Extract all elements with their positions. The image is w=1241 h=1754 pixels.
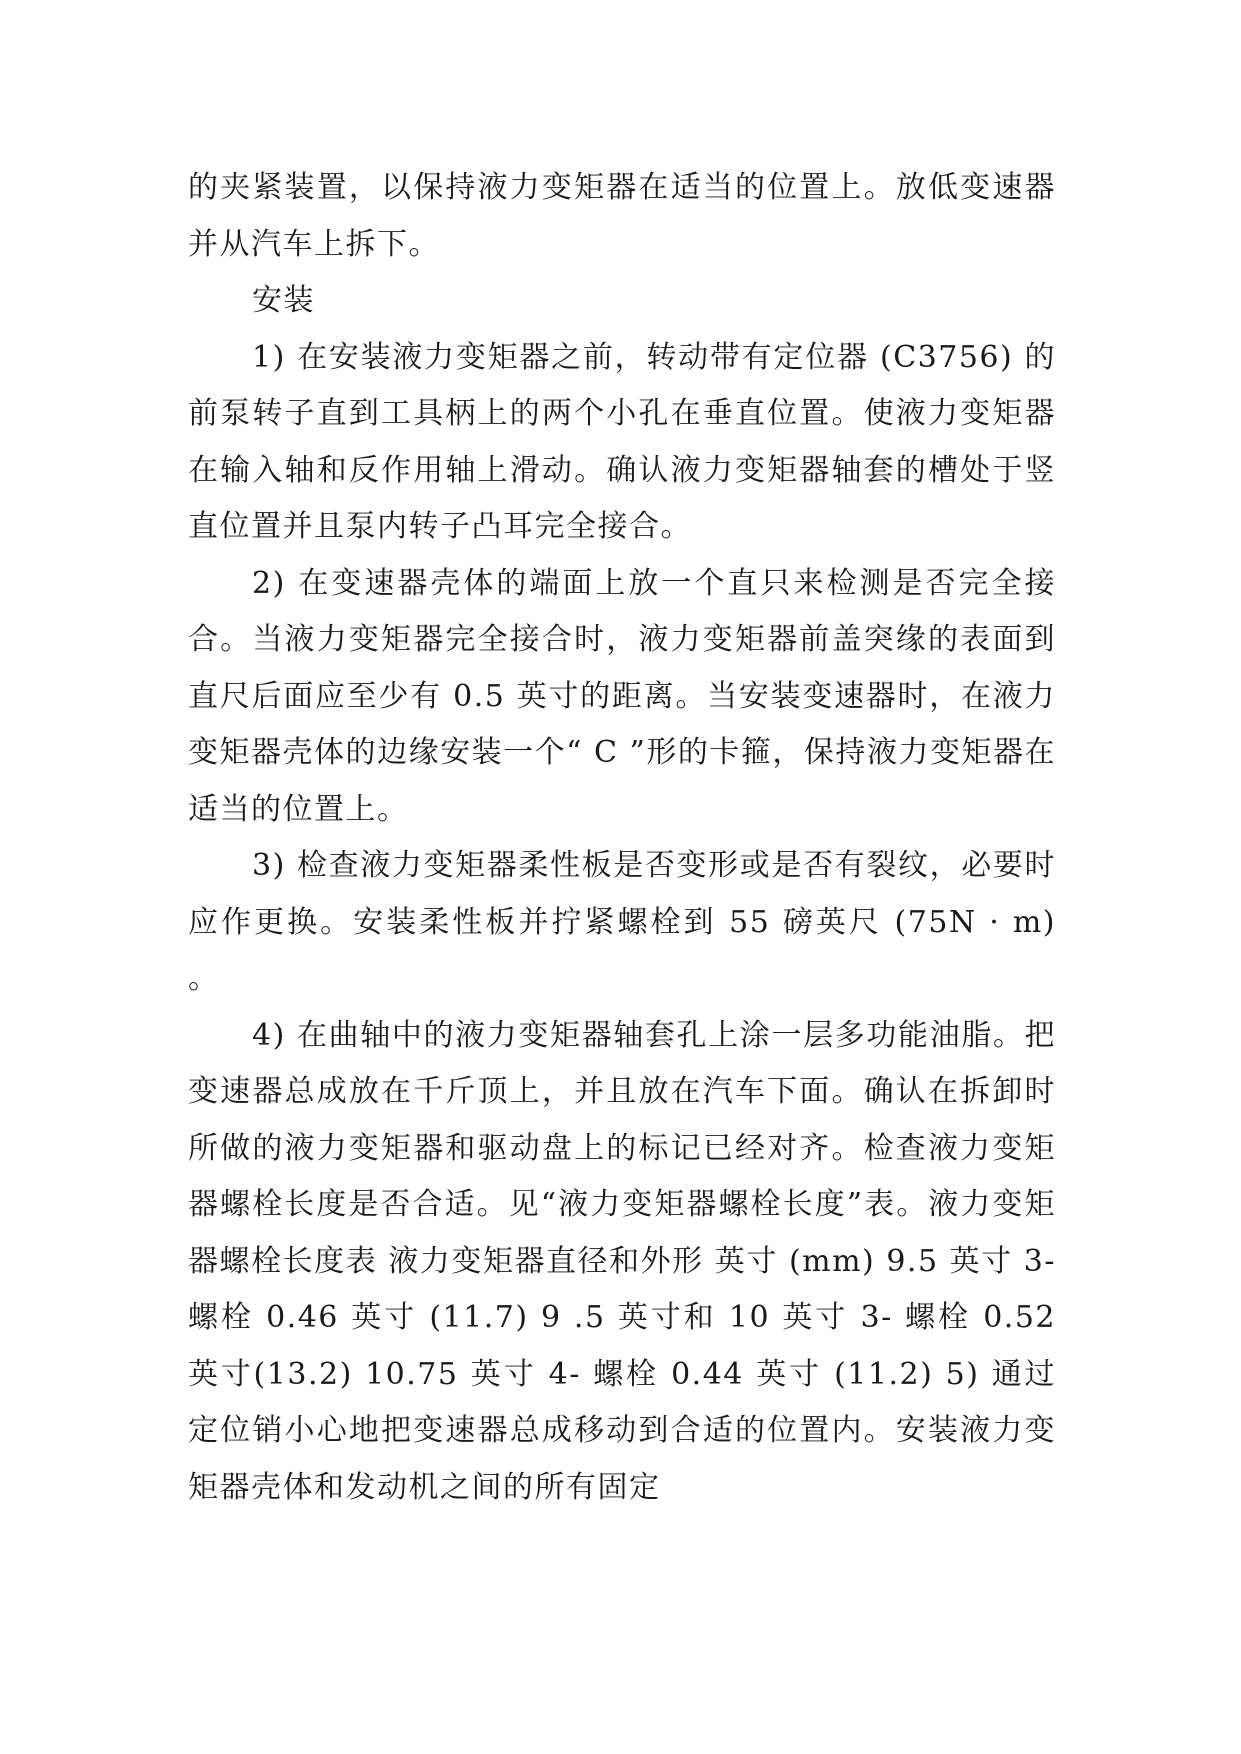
- paragraph-step-3: 3) 检查液力变矩器柔性板是否变形或是否有裂纹，必要时应作更换。安装柔性板并拧紧螺栓到 55 磅英尺 (75N · m) 。: [188, 848, 1056, 996]
- paragraph-step-1: 1) 在安装液力变矩器之前，转动带有定位器 (C3756) 的前泵转子直到工具柄上的两个小孔在垂直位置。使液力变矩器在输入轴和反作用轴上滑动。确认液力变矩器轴套的槽处于竖直位置并且泵内转子凸耳完全接合。: [188, 339, 1056, 544]
- paragraph-step-4: 4) 在曲轴中的液力变矩器轴套孔上涂一层多功能油脂。把变速器总成放在千斤顶上，并且放在汽车下面。确认在拆卸时所做的液力变矩器和驱动盘上的标记已经对齐。检查液力变矩器螺栓长度是否合适。见“液力变矩器螺栓长度”表。液力变矩器螺栓长度表 液力变矩器直径和外形 英寸 (mm) 9.5 英寸 3- 螺栓 0.46 英寸 (11.7) 9 .5 英寸和 10 英寸 3- 螺栓 0.52 英寸(13.2) 10.75 英寸 4- 螺栓 0.44 英寸 (11.2) 5) 通过定位销小心地把变速器总成移动到合适的位置内。安装液力变矩器壳体和发动机之间的所有固定: [188, 1017, 1056, 1505]
- section-heading-install: 安装: [252, 283, 315, 318]
- paragraph-continuation: 的夹紧装置，以保持液力变矩器在适当的位置上。放低变速器并从汽车上拆下。: [188, 170, 1056, 262]
- document-body: [188, 160, 1056, 1516]
- paragraph-step-2: 2) 在变速器壳体的端面上放一个直只来检测是否完全接合。当液力变矩器完全接合时，液力变矩器前盖突缘的表面到直尺后面应至少有 0.5 英寸的距离。当安装变速器时，在液力变矩器壳体的边缘安装一个“ C ”形的卡箍，保持液力变矩器在适当的位置上。: [188, 565, 1056, 827]
